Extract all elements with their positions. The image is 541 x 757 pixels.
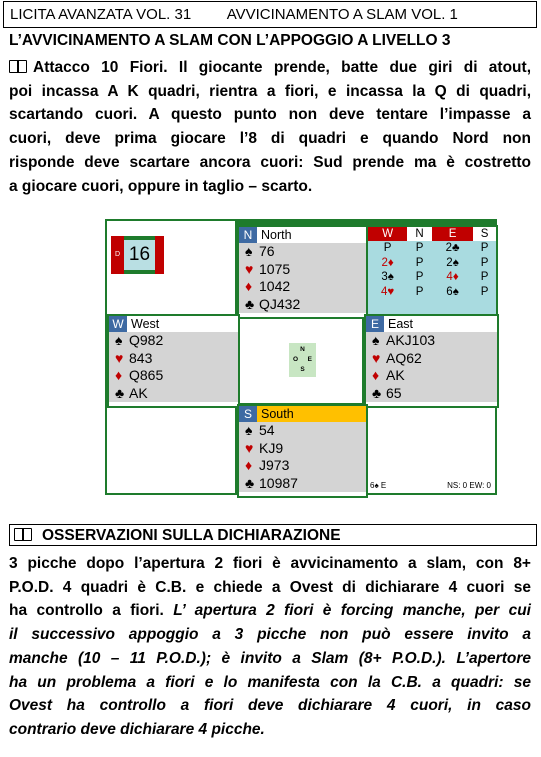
play-line-1: Attacco 10 Fiori. Il giocante prende, batte due giri di atout, xyxy=(9,56,531,80)
bid-header-s: S xyxy=(473,227,496,241)
observations-title: OSSERVAZIONI SULLA DICHIARAZIONE xyxy=(42,527,341,544)
bid-cell: 2♦ xyxy=(381,256,394,269)
bid-cell: P xyxy=(480,242,489,255)
obs-line-4: il successivo appoggio a 3 picche non può essere invito a xyxy=(9,626,531,644)
obs-line-8: contrario deve dichiarare 4 picche. xyxy=(9,720,265,738)
spade-icon: ♠ xyxy=(372,332,380,348)
contract: 6♠ E xyxy=(370,481,387,490)
observations-header xyxy=(9,524,537,546)
bid-cell: P xyxy=(415,271,424,284)
south-hearts: KJ9 xyxy=(259,439,284,456)
bid-cell: 4♥ xyxy=(381,285,395,298)
play-paragraph xyxy=(9,56,531,198)
vulnerability-marker xyxy=(155,236,164,274)
south-name: South xyxy=(261,407,294,421)
west-clubs: AK xyxy=(129,384,148,401)
heart-icon: ♥ xyxy=(372,349,381,366)
bid-cell: 4♦ xyxy=(446,271,459,284)
bid-header-e: E xyxy=(432,227,473,241)
bid-cell: P xyxy=(415,285,424,298)
play-line-2: poi incassa A K quadri, rientra a fiori, e incassa la Q di quadri, xyxy=(9,82,531,100)
west-name: West xyxy=(131,317,160,331)
obs-line-6: ha un problema a fiori e lo manifesta con la C.B. a quadri: se xyxy=(9,673,531,691)
east-badge: E xyxy=(366,316,384,332)
bid-cell: P xyxy=(415,242,424,255)
east-clubs: 65 xyxy=(386,384,402,401)
west-badge: W xyxy=(109,316,127,332)
bid-cell: P xyxy=(383,242,392,255)
north-diamonds: 1042 xyxy=(259,278,291,294)
heart-icon: ♥ xyxy=(115,349,124,366)
north-name: North xyxy=(261,228,292,242)
north-badge: N xyxy=(239,227,257,243)
obs-line-1: 3 picche dopo l’apertura 2 fiori è avvicinamento a slam, con 8+ xyxy=(9,555,531,572)
diamond-icon: ♦ xyxy=(372,367,380,383)
south-diamonds: J973 xyxy=(259,457,290,473)
heart-icon: ♥ xyxy=(245,439,254,456)
bid-cell: 3♠ xyxy=(381,271,394,284)
west-spades: Q982 xyxy=(129,332,164,348)
spade-icon: ♠ xyxy=(245,422,253,438)
diamond-icon: ♦ xyxy=(245,457,253,473)
east-hand xyxy=(364,314,499,408)
empty-cell-sw xyxy=(107,405,235,493)
compass xyxy=(289,343,316,377)
north-hand xyxy=(237,225,368,319)
south-spades: 54 xyxy=(259,422,275,438)
bid-cell: 2♣ xyxy=(445,242,460,255)
bid-cell: 2♠ xyxy=(446,256,459,269)
spade-icon: ♠ xyxy=(245,243,253,259)
book-icon xyxy=(14,528,32,541)
obs-line-5: manche (10 – 11 P.O.D.); è invito a Slam (8+ P.O.D.). L’apertore xyxy=(9,649,531,667)
play-line-4: cuori, deve prima giocare l’8 di quadri e quando Nord non xyxy=(9,130,531,148)
book-icon xyxy=(9,60,27,73)
north-clubs: QJ432 xyxy=(259,295,301,312)
obs-line-7: Ovest ha controllo a fiori deve dichiarare 4 cuori, in caso xyxy=(9,697,531,715)
compass-east: E xyxy=(307,356,312,363)
play-line-3: scartando cuori. A questo punto non deve tentare l’impasse a xyxy=(9,106,531,124)
compass-south: S xyxy=(300,366,305,373)
club-icon: ♣ xyxy=(372,384,382,401)
south-clubs: 10987 xyxy=(259,474,298,491)
contract-bar xyxy=(368,480,494,492)
observations-paragraph xyxy=(9,552,531,742)
page-header xyxy=(3,1,537,28)
south-badge: S xyxy=(239,406,257,422)
diamond-icon: ♦ xyxy=(245,278,253,294)
bid-header-n: N xyxy=(407,227,432,241)
bid-cell: P xyxy=(415,256,424,269)
bid-cell: P xyxy=(480,271,489,284)
west-hand xyxy=(107,314,240,408)
diamond-icon: ♦ xyxy=(115,367,123,383)
obs-line-2: P.O.D. 4 quadri è C.B. e chiede a Ovest di dichiarare 4 cuori se xyxy=(9,578,531,596)
board-number: 16 xyxy=(124,240,155,270)
heart-icon: ♥ xyxy=(245,260,254,277)
dealer-marker: D xyxy=(111,236,124,274)
east-name: East xyxy=(388,317,414,331)
west-diamonds: Q865 xyxy=(129,367,164,383)
obs-line-3: ha controllo a fiori. L’ apertura 2 fiori è forcing manche, per cui xyxy=(9,602,531,620)
club-icon: ♣ xyxy=(245,474,255,491)
play-line-6: a giocare cuori, oppure in taglio – scarto. xyxy=(9,177,313,195)
north-hearts: 1075 xyxy=(259,260,291,277)
bidding-box xyxy=(366,225,498,316)
section-title: L’AVVICINAMENTO A SLAM CON L’APPOGGIO A LIVELLO 3 xyxy=(9,32,451,49)
north-spades: 76 xyxy=(259,243,275,259)
compass-north: N xyxy=(300,346,305,353)
score: NS: 0 EW: 0 xyxy=(447,481,491,490)
club-icon: ♣ xyxy=(115,384,125,401)
east-hearts: AQ62 xyxy=(386,349,422,366)
header-volume-title: AVVICINAMENTO A SLAM VOL. 1 xyxy=(226,6,458,23)
west-hearts: 843 xyxy=(129,349,153,366)
club-icon: ♣ xyxy=(245,295,255,312)
compass-west: O xyxy=(293,356,299,363)
play-line-5: risponde deve scartare ancora cuori: Sud prende ma è costretto xyxy=(9,153,531,171)
bid-header-w: W xyxy=(368,227,407,241)
east-spades: AKJ103 xyxy=(386,332,436,348)
bid-cell: 6♠ xyxy=(446,285,459,298)
east-diamonds: AK xyxy=(386,367,405,383)
bid-cell: P xyxy=(480,256,489,269)
header-book-title: LICITA AVANZATA VOL. 31 xyxy=(10,6,192,23)
spade-icon: ♠ xyxy=(115,332,123,348)
south-hand xyxy=(237,404,368,498)
bid-cell: P xyxy=(480,285,489,298)
